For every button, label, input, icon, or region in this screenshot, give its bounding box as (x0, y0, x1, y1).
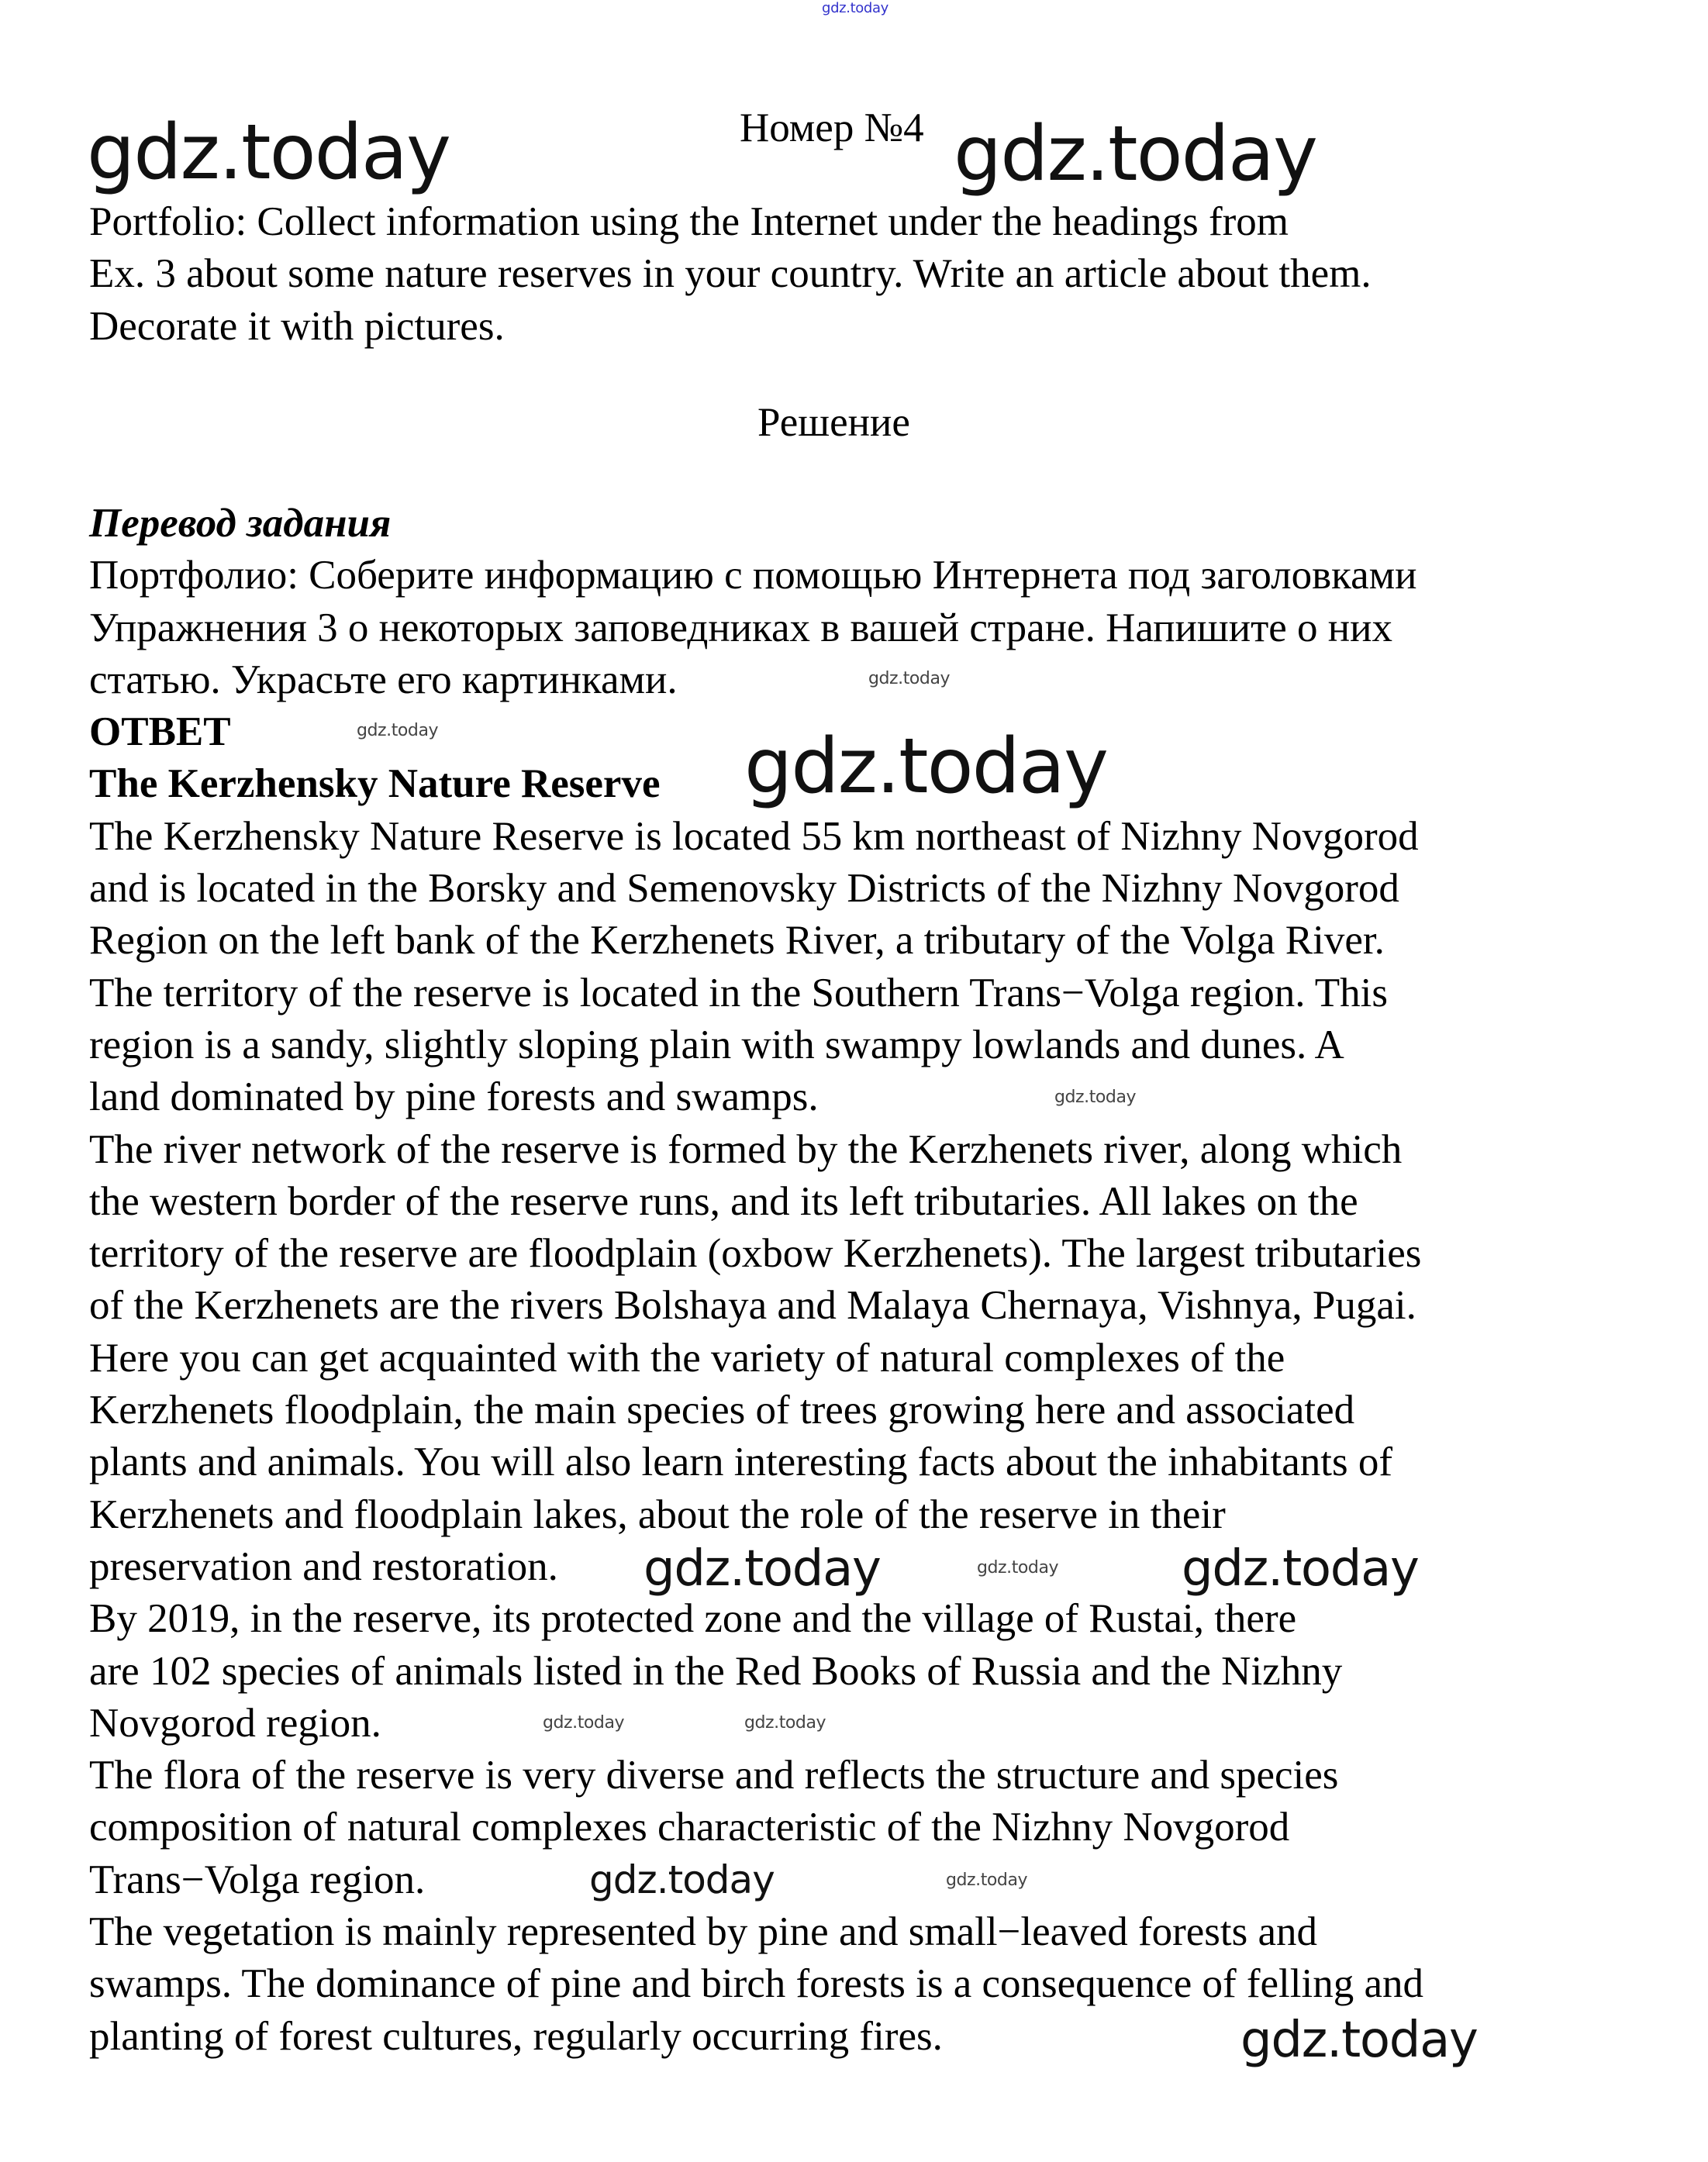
article-line: region is a sandy, slightly sloping plain with swampy lowlands and dunes. A (89, 1022, 1344, 1067)
solution-body (89, 498, 1423, 2063)
article-line: planting of forest cultures, regularly occurring fires. (89, 2013, 943, 2059)
article-line: the western border of the reserve runs, and its left tributaries. All lakes on the (89, 1178, 1358, 1224)
article-line: and is located in the Borsky and Semenovsky Districts of the Nizhny Novgorod (89, 866, 1399, 912)
article-line: The territory of the reserve is located in the Southern Trans−Volga region. This (89, 970, 1389, 1015)
article-text (89, 811, 1423, 2063)
article-line: swamps. The dominance of pine and birch forests is a consequence of felling and (89, 1961, 1423, 2007)
article-line: territory of the reserve are floodplain (oxbow Kerzhenets). The largest tributaries (89, 1231, 1422, 1277)
exercise-number-title: Номер №4 (740, 105, 924, 150)
article-line: The river network of the reserve is formed by the Kerzhenets river, along which (89, 1126, 1403, 1172)
article-line: preservation and restoration. (89, 1543, 558, 1589)
watermark-small: gdz.today (744, 1713, 826, 1733)
article-line: land dominated by pine forests and swamps. (89, 1074, 819, 1120)
task-line: Decorate it with pictures. (89, 303, 505, 349)
article-line: are 102 species of animals listed in the Red Books of Russia and the Nizhny (89, 1648, 1343, 1694)
watermark-small: gdz.today (543, 1713, 625, 1733)
article-title: The Kerzhensky Nature Reserve (89, 761, 661, 807)
task-text (89, 196, 1372, 353)
article-line: The vegetation is mainly represented by pine and small−leaved forests and (89, 1909, 1318, 1955)
article-line: The flora of the reserve is very diverse and reflects the structure and species (89, 1753, 1339, 1798)
article-line: composition of natural complexes characteristic of the Nizhny Novgorod (89, 1805, 1290, 1850)
article-line: The Kerzhensky Nature Reserve is located 55 km northeast of Nizhny Novgorod (89, 813, 1419, 859)
watermark-medium: gdz.today (589, 1857, 775, 1902)
article-line: Novgorod region. (89, 1700, 381, 1746)
watermark-large: gdz.today (744, 722, 1108, 811)
translation-line: Портфолио: Соберите информацию с помощью Интернета под заголовками (89, 553, 1417, 598)
task-line: Ex. 3 about some nature reserves in your country. Write an article about them. (89, 251, 1372, 297)
watermark-top[interactable]: gdz.today (822, 0, 889, 16)
article-line: Kerzhenets floodplain, the main species of trees growing here and associated (89, 1388, 1355, 1433)
watermark-small: gdz.today (1054, 1088, 1137, 1107)
watermark-medium: gdz.today (1182, 1540, 1419, 1598)
article-line: Kerzhenets and floodplain lakes, about the role of the reserve in their (89, 1491, 1226, 1537)
watermark-small: gdz.today (868, 669, 951, 688)
article-line: By 2019, in the reserve, its protected zone and the village of Rustai, there (89, 1596, 1297, 1642)
watermark-large: gdz.today (87, 109, 450, 197)
article-line: Trans−Volga region. (89, 1857, 426, 1902)
watermark-medium: gdz.today (1240, 2012, 1478, 2069)
translation-line: Упражнения 3 о некоторых заповедниках в вашей стране. Напишите о них (89, 605, 1392, 650)
watermark-medium: gdz.today (644, 1540, 881, 1598)
article-line: plants and animals. You will also learn interesting facts about the inhabitants of (89, 1440, 1392, 1485)
article-line: Here you can get acquainted with the variety of natural complexes of the (89, 1335, 1285, 1381)
task-line: Portfolio: Collect information using the Internet under the headings from (89, 199, 1289, 244)
watermark-small: gdz.today (946, 1871, 1028, 1890)
watermark-small: gdz.today (357, 721, 439, 740)
watermark-large: gdz.today (954, 110, 1317, 198)
article-line: Region on the left bank of the Kerzhenets River, a tributary of the Volga River. (89, 918, 1385, 964)
answer-label: ОТВЕТ (89, 709, 231, 755)
translation-line: статью. Украсьте его картинками. (89, 657, 678, 702)
article-line: of the Kerzhenets are the rivers Bolshaya and Malaya Chernaya, Vishnya, Pugai. (89, 1283, 1416, 1329)
translation-heading: Перевод задания (89, 501, 392, 546)
solution-heading: Решение (757, 400, 910, 445)
watermark-small: gdz.today (977, 1558, 1059, 1578)
